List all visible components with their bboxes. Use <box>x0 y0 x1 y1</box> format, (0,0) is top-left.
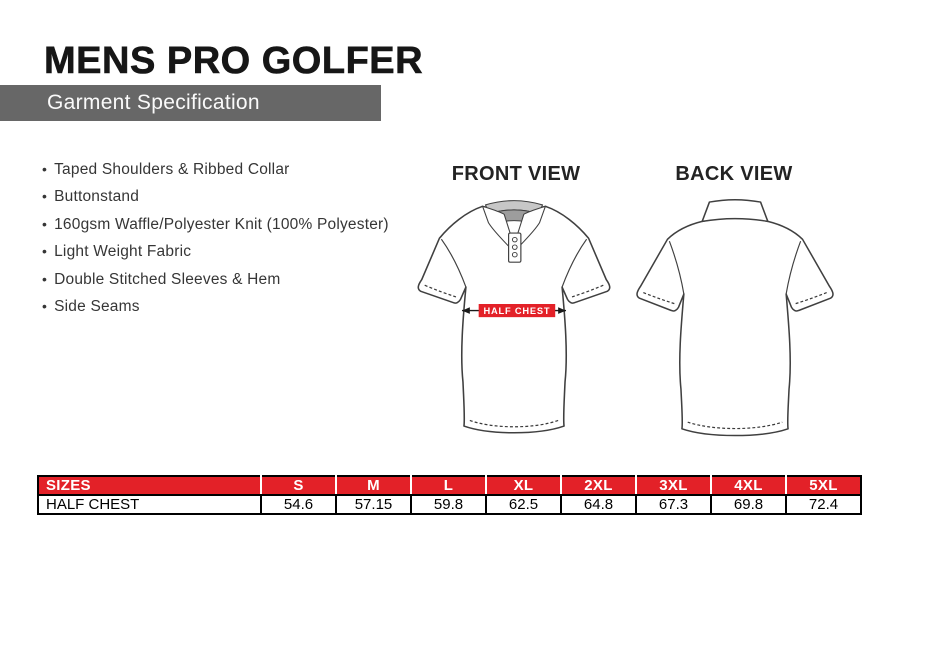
feature-text: Side Seams <box>54 298 140 316</box>
feature-list <box>42 156 389 320</box>
half-chest-s: 54.6 <box>261 495 336 514</box>
row-label-half-chest: HALF CHEST <box>38 495 261 514</box>
bullet-icon: • <box>42 188 48 205</box>
button-placket <box>509 233 521 262</box>
bullet-icon: • <box>42 215 48 232</box>
button-icon <box>512 245 517 250</box>
feature-text: 160gsm Waffle/Polyester Knit (100% Polyester) <box>54 215 389 233</box>
header-size-2xl: 2XL <box>561 476 636 495</box>
header-size-l: L <box>411 476 486 495</box>
back-shirt-body <box>637 200 833 436</box>
header-size-3xl: 3XL <box>636 476 711 495</box>
button-icon <box>512 252 517 257</box>
half-chest-row <box>38 495 861 514</box>
feature-item <box>42 266 389 293</box>
header-size-s: S <box>261 476 336 495</box>
front-view-label: FRONT VIEW <box>451 163 581 185</box>
half-chest-xl: 62.5 <box>486 495 561 514</box>
half-chest-tag-label: HALF CHEST <box>483 306 551 316</box>
button-icon <box>512 237 517 242</box>
feature-text: Double Stitched Sleeves & Hem <box>54 270 281 288</box>
front-shirt-illustration <box>409 196 619 443</box>
feature-item <box>42 293 389 320</box>
header-sizes: SIZES <box>38 476 261 495</box>
half-chest-2xl: 64.8 <box>561 495 636 514</box>
half-chest-5xl: 72.4 <box>786 495 861 514</box>
size-table-header-row <box>38 476 861 495</box>
bullet-icon: • <box>42 161 48 177</box>
back-shirt-illustration <box>625 195 845 442</box>
header-size-xl: XL <box>486 476 561 495</box>
feature-text: Taped Shoulders & Ribbed Collar <box>54 161 290 178</box>
feature-text: Light Weight Fabric <box>54 243 192 261</box>
bullet-icon: • <box>42 298 48 315</box>
feature-item <box>42 238 389 265</box>
page-title: MENS PRO GOLFER <box>44 40 424 82</box>
feature-item <box>42 183 389 210</box>
back-collar <box>702 200 768 222</box>
half-chest-3xl: 67.3 <box>636 495 711 514</box>
header-size-4xl: 4XL <box>711 476 786 495</box>
header-size-m: M <box>336 476 411 495</box>
header-size-5xl: 5XL <box>786 476 861 495</box>
half-chest-4xl: 69.8 <box>711 495 786 514</box>
feature-item <box>42 211 389 238</box>
feature-item <box>42 156 389 183</box>
bullet-icon: • <box>42 243 48 260</box>
half-chest-m: 57.15 <box>336 495 411 514</box>
size-table <box>37 475 862 515</box>
subtitle-label: Garment Specification <box>47 91 260 114</box>
bullet-icon: • <box>42 270 48 287</box>
back-view-label: BACK VIEW <box>675 163 793 185</box>
feature-text: Buttonstand <box>54 188 140 206</box>
half-chest-l: 59.8 <box>411 495 486 514</box>
subtitle-bar <box>0 85 381 121</box>
